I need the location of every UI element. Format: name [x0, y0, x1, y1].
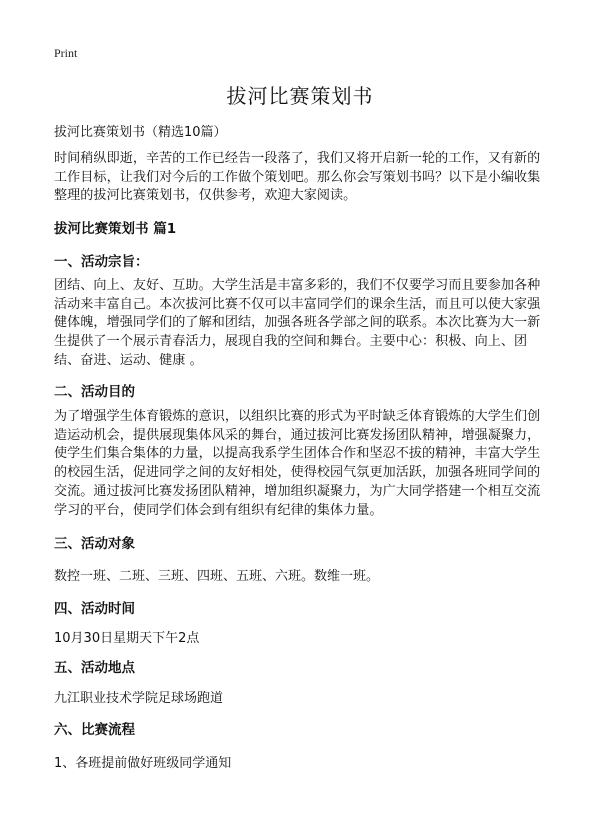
section-body-purpose: 团结、向上、友好、互助。大学生活是丰富多彩的，我们不仅要学习而且要参加各种活动来丰富自己。本次拔河比赛不仅可以丰富同学们的课余生活，而且可以使大家强健体魄，增强同学们的了解和团结，加强各班各学部之间的联系。本次比赛为大一新生提供了一个展示青春活力，展现自我的空间和舞台。主要中心：积极、向上、团结、奋进、运动、健康 。 — [54, 278, 541, 368]
section-heading-purpose: 一、活动宗旨： — [54, 254, 149, 270]
section-heading-process: 六、比赛流程 — [54, 722, 135, 738]
section-body-goal: 为了增强学生体育锻炼的意识，以组织比赛的形式为平时缺乏体育锻炼的大学生们创造运动机会，提供展现集体风采的舞台，通过拔河比赛发扬团队精神，增强凝聚力，使学生们集合集体的力量，以提高我系学生团体合作和坚忍不拔的精神，丰富大学生的校园生活，促进同学之间的友好相处，使得校园气氛更加活跃，加强各班同学间的交流。通过拔河比赛发扬团队精神，增加组织凝聚力，为广大同学搭建一个相互交流学习的平台，使同学们体会到有组织有纪律的集体力量。 — [54, 409, 541, 518]
section-body-participants: 数控一班、二班、三班、四班、五班、六班。数维一班。 — [54, 569, 380, 584]
section-heading-participants: 三、活动对象 — [54, 536, 135, 552]
section-body-process: 1、各班提前做好班级同学通知 — [54, 756, 232, 771]
section-heading-time: 四、活动时间 — [54, 601, 135, 617]
section-heading-location: 五、活动地点 — [54, 660, 135, 676]
article-heading: 拔河比赛策划书 篇1 — [54, 221, 177, 237]
section-heading-goal: 二、活动目的 — [54, 384, 135, 400]
document-subtitle: 拔河比赛策划书（精选10篇） — [54, 125, 227, 140]
section-body-time: 10月30日星期天下午2点 — [54, 631, 200, 646]
section-body-location: 九江职业技术学院足球场跑道 — [54, 691, 224, 706]
page-title: 拔河比赛策划书 — [226, 84, 374, 108]
print-label[interactable]: Print — [54, 46, 78, 60]
intro-paragraph: 时间稍纵即逝，辛苦的工作已经告一段落了，我们又将开启新一轮的工作，又有新的工作目标，让我们对今后的工作做个策划吧。那么你会写策划书吗？以下是小编收集整理的拔河比赛策划书，仅供参考，欢迎大家阅读。 — [54, 151, 541, 204]
